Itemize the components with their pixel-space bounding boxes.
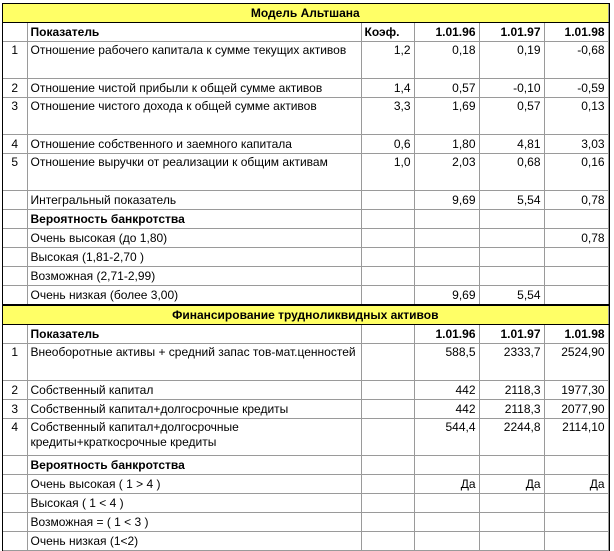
row-value-1[interactable]: 442 bbox=[414, 400, 479, 419]
row-value-2[interactable]: 4,81 bbox=[479, 135, 544, 154]
probability-title[interactable]: Вероятность банкротства bbox=[27, 210, 361, 229]
probability-label[interactable]: Возможная = ( 1 < 3 ) bbox=[27, 513, 361, 532]
probability-value-2[interactable]: Да bbox=[479, 475, 544, 494]
table-row bbox=[3, 79, 608, 98]
probability-value-1[interactable]: 9,69 bbox=[414, 286, 479, 306]
cell[interactable] bbox=[361, 532, 414, 551]
probability-value-1[interactable]: Да bbox=[414, 475, 479, 494]
row-number[interactable]: 3 bbox=[3, 98, 27, 135]
cell[interactable] bbox=[3, 23, 27, 42]
probability-value-2[interactable] bbox=[479, 267, 544, 286]
probability-value-1[interactable] bbox=[414, 494, 479, 513]
probability-value-3[interactable] bbox=[544, 513, 608, 532]
row-value-3[interactable]: 2524,90 bbox=[544, 344, 608, 381]
row-value-2[interactable]: -0,10 bbox=[479, 79, 544, 98]
cell[interactable] bbox=[3, 267, 27, 286]
row-value-2[interactable]: 2333,7 bbox=[479, 344, 544, 381]
row-coef[interactable]: 1,0 bbox=[361, 154, 414, 191]
cell[interactable] bbox=[3, 210, 27, 229]
header-indicator[interactable]: Показатель bbox=[27, 325, 361, 344]
altman-section-header bbox=[3, 4, 608, 23]
row-value-1[interactable]: 544,4 bbox=[414, 419, 479, 456]
header-date-3[interactable]: 1.01.98 bbox=[544, 325, 608, 344]
altman-header-row bbox=[3, 23, 608, 42]
row-value-2[interactable]: 0,57 bbox=[479, 98, 544, 135]
probability-value-1[interactable] bbox=[414, 248, 479, 267]
probability-row bbox=[3, 513, 608, 532]
cell[interactable] bbox=[361, 494, 414, 513]
header-indicator[interactable]: Показатель bbox=[27, 23, 361, 42]
row-value-3[interactable]: 2114,10 bbox=[544, 419, 608, 456]
cell[interactable] bbox=[479, 210, 544, 229]
row-label[interactable]: Отношение собственного и заемного капитала bbox=[27, 135, 361, 154]
header-date-1[interactable]: 1.01.96 bbox=[414, 23, 479, 42]
row-label[interactable]: Отношение выручки от реализации к общим активам bbox=[27, 154, 361, 191]
row-coef[interactable]: 0,6 bbox=[361, 135, 414, 154]
cell[interactable] bbox=[361, 381, 414, 400]
row-value-1[interactable]: 0,57 bbox=[414, 79, 479, 98]
cell[interactable] bbox=[361, 286, 414, 306]
probability-row bbox=[3, 475, 608, 494]
row-number[interactable]: 3 bbox=[3, 400, 27, 419]
probability-value-3[interactable] bbox=[544, 532, 608, 551]
row-value-3[interactable]: -0,68 bbox=[544, 42, 608, 79]
cell[interactable] bbox=[361, 400, 414, 419]
cell[interactable] bbox=[361, 210, 414, 229]
probability-row bbox=[3, 248, 608, 267]
probability-value-1[interactable] bbox=[414, 267, 479, 286]
header-date-2[interactable]: 1.01.97 bbox=[479, 325, 544, 344]
row-value-1[interactable]: 1,80 bbox=[414, 135, 479, 154]
row-number[interactable]: 4 bbox=[3, 419, 27, 456]
altman-title: Модель Альтшана bbox=[3, 4, 608, 23]
probability-value-1[interactable] bbox=[414, 513, 479, 532]
cell[interactable] bbox=[361, 325, 414, 344]
cell[interactable] bbox=[3, 191, 27, 210]
row-value-2[interactable]: 2118,3 bbox=[479, 400, 544, 419]
probability-value-3[interactable]: 0,78 bbox=[544, 229, 608, 248]
row-value-3[interactable]: 0,16 bbox=[544, 154, 608, 191]
probability-title[interactable]: Вероятность банкротства bbox=[27, 456, 361, 475]
cell[interactable] bbox=[3, 248, 27, 267]
cell[interactable] bbox=[3, 513, 27, 532]
probability-row bbox=[3, 494, 608, 513]
row-label[interactable]: Отношение рабочего капитала к сумме текущих активов bbox=[27, 42, 361, 79]
probability-value-2[interactable] bbox=[479, 513, 544, 532]
cell[interactable] bbox=[3, 456, 27, 475]
integral-row bbox=[3, 191, 608, 210]
cell[interactable] bbox=[479, 456, 544, 475]
probability-label[interactable]: Возможная (2,71-2,99) bbox=[27, 267, 361, 286]
probability-value-1[interactable] bbox=[414, 229, 479, 248]
probability-label[interactable]: Очень низкая (1<2) bbox=[27, 532, 361, 551]
probability-value-3[interactable] bbox=[544, 494, 608, 513]
table-row bbox=[3, 98, 608, 135]
probability-title-row bbox=[3, 456, 608, 475]
cell[interactable] bbox=[414, 210, 479, 229]
row-value-1[interactable]: 2,03 bbox=[414, 154, 479, 191]
probability-value-2[interactable] bbox=[479, 248, 544, 267]
probability-value-2[interactable] bbox=[479, 532, 544, 551]
financing-title: Финансирование труднoликвидных активов bbox=[3, 305, 608, 325]
cell[interactable] bbox=[361, 456, 414, 475]
row-label[interactable]: Отношение чистой прибыли к общей сумме активов bbox=[27, 79, 361, 98]
table-row bbox=[3, 400, 608, 419]
table-row bbox=[3, 381, 608, 400]
row-value-3[interactable]: -0,59 bbox=[544, 79, 608, 98]
cell[interactable] bbox=[361, 191, 414, 210]
row-value-1[interactable]: 1,69 bbox=[414, 98, 479, 135]
integral-label[interactable]: Интегральный показатель bbox=[27, 191, 361, 210]
probability-row bbox=[3, 286, 608, 306]
probability-value-3[interactable]: Да bbox=[544, 475, 608, 494]
row-number[interactable]: 1 bbox=[3, 42, 27, 79]
row-label[interactable]: Отношение чистого дохода к общей сумме активов bbox=[27, 98, 361, 135]
probability-row bbox=[3, 532, 608, 551]
cell[interactable] bbox=[361, 229, 414, 248]
row-label[interactable]: Внеоборотные активы + средний запас тов-мат.ценностей bbox=[27, 344, 361, 381]
probability-label[interactable]: Очень низкая (более 3,00) bbox=[27, 286, 361, 306]
integral-value-3[interactable]: 0,78 bbox=[544, 191, 608, 210]
cell[interactable] bbox=[3, 475, 27, 494]
row-value-2[interactable]: 0,19 bbox=[479, 42, 544, 79]
row-value-2[interactable]: 2244,8 bbox=[479, 419, 544, 456]
row-number[interactable]: 2 bbox=[3, 79, 27, 98]
row-number[interactable]: 1 bbox=[3, 344, 27, 381]
row-label[interactable]: Собственный капитал bbox=[27, 381, 361, 400]
cell[interactable] bbox=[544, 456, 608, 475]
probability-label[interactable]: Очень высокая (до 1,80) bbox=[27, 229, 361, 248]
row-number[interactable]: 2 bbox=[3, 381, 27, 400]
row-value-2[interactable]: 0,68 bbox=[479, 154, 544, 191]
financing-section-header bbox=[3, 305, 608, 325]
cell[interactable] bbox=[544, 210, 608, 229]
row-value-3[interactable]: 3,03 bbox=[544, 135, 608, 154]
table-row bbox=[3, 42, 608, 79]
probability-title-row bbox=[3, 210, 608, 229]
financing-header-row bbox=[3, 325, 608, 344]
header-date-1[interactable]: 1.01.96 bbox=[414, 325, 479, 344]
table-row bbox=[3, 419, 608, 456]
row-value-1[interactable]: 442 bbox=[414, 381, 479, 400]
row-coef[interactable]: 1,2 bbox=[361, 42, 414, 79]
spreadsheet-table bbox=[3, 4, 609, 551]
probability-value-2[interactable] bbox=[479, 494, 544, 513]
probability-label[interactable]: Очень высокая ( 1 > 4 ) bbox=[27, 475, 361, 494]
table-row bbox=[3, 135, 608, 154]
probability-value-3[interactable] bbox=[544, 248, 608, 267]
probability-value-3[interactable] bbox=[544, 286, 608, 306]
cell[interactable] bbox=[361, 344, 414, 381]
cell[interactable] bbox=[361, 267, 414, 286]
row-value-3[interactable]: 0,13 bbox=[544, 98, 608, 135]
probability-label[interactable]: Высокая ( 1 < 4 ) bbox=[27, 494, 361, 513]
cell[interactable] bbox=[361, 248, 414, 267]
cell[interactable] bbox=[3, 286, 27, 306]
row-number[interactable]: 5 bbox=[3, 154, 27, 191]
cell[interactable] bbox=[3, 494, 27, 513]
cell[interactable] bbox=[361, 513, 414, 532]
row-value-1[interactable]: 0,18 bbox=[414, 42, 479, 79]
header-date-3[interactable]: 1.01.98 bbox=[544, 23, 608, 42]
row-number[interactable]: 4 bbox=[3, 135, 27, 154]
probability-row bbox=[3, 267, 608, 286]
row-value-3[interactable]: 1977,30 bbox=[544, 381, 608, 400]
row-label[interactable]: Собственный капитал+долгосрочные кредиты bbox=[27, 400, 361, 419]
row-value-2[interactable]: 2118,3 bbox=[479, 381, 544, 400]
probability-value-1[interactable] bbox=[414, 532, 479, 551]
row-value-1[interactable]: 588,5 bbox=[414, 344, 479, 381]
integral-value-2[interactable]: 5,54 bbox=[479, 191, 544, 210]
row-value-3[interactable]: 2077,90 bbox=[544, 400, 608, 419]
row-label[interactable]: Собственный капитал+долгосрочные кредиты+краткосрочные кредиты bbox=[27, 419, 361, 456]
header-date-2[interactable]: 1.01.97 bbox=[479, 23, 544, 42]
probability-value-2[interactable]: 5,54 bbox=[479, 286, 544, 306]
cell[interactable] bbox=[361, 419, 414, 456]
probability-value-3[interactable] bbox=[544, 267, 608, 286]
probability-row bbox=[3, 229, 608, 248]
probability-label[interactable]: Высокая (1,81-2,70 ) bbox=[27, 248, 361, 267]
probability-value-2[interactable] bbox=[479, 229, 544, 248]
row-coef[interactable]: 1,4 bbox=[361, 79, 414, 98]
cell[interactable] bbox=[3, 532, 27, 551]
cell[interactable] bbox=[3, 229, 27, 248]
cell[interactable] bbox=[414, 456, 479, 475]
cell[interactable] bbox=[3, 325, 27, 344]
cell[interactable] bbox=[361, 475, 414, 494]
table-row bbox=[3, 344, 608, 381]
integral-value-1[interactable]: 9,69 bbox=[414, 191, 479, 210]
header-coef[interactable]: Коэф. bbox=[361, 23, 414, 42]
row-coef[interactable]: 3,3 bbox=[361, 98, 414, 135]
table-row bbox=[3, 154, 608, 191]
